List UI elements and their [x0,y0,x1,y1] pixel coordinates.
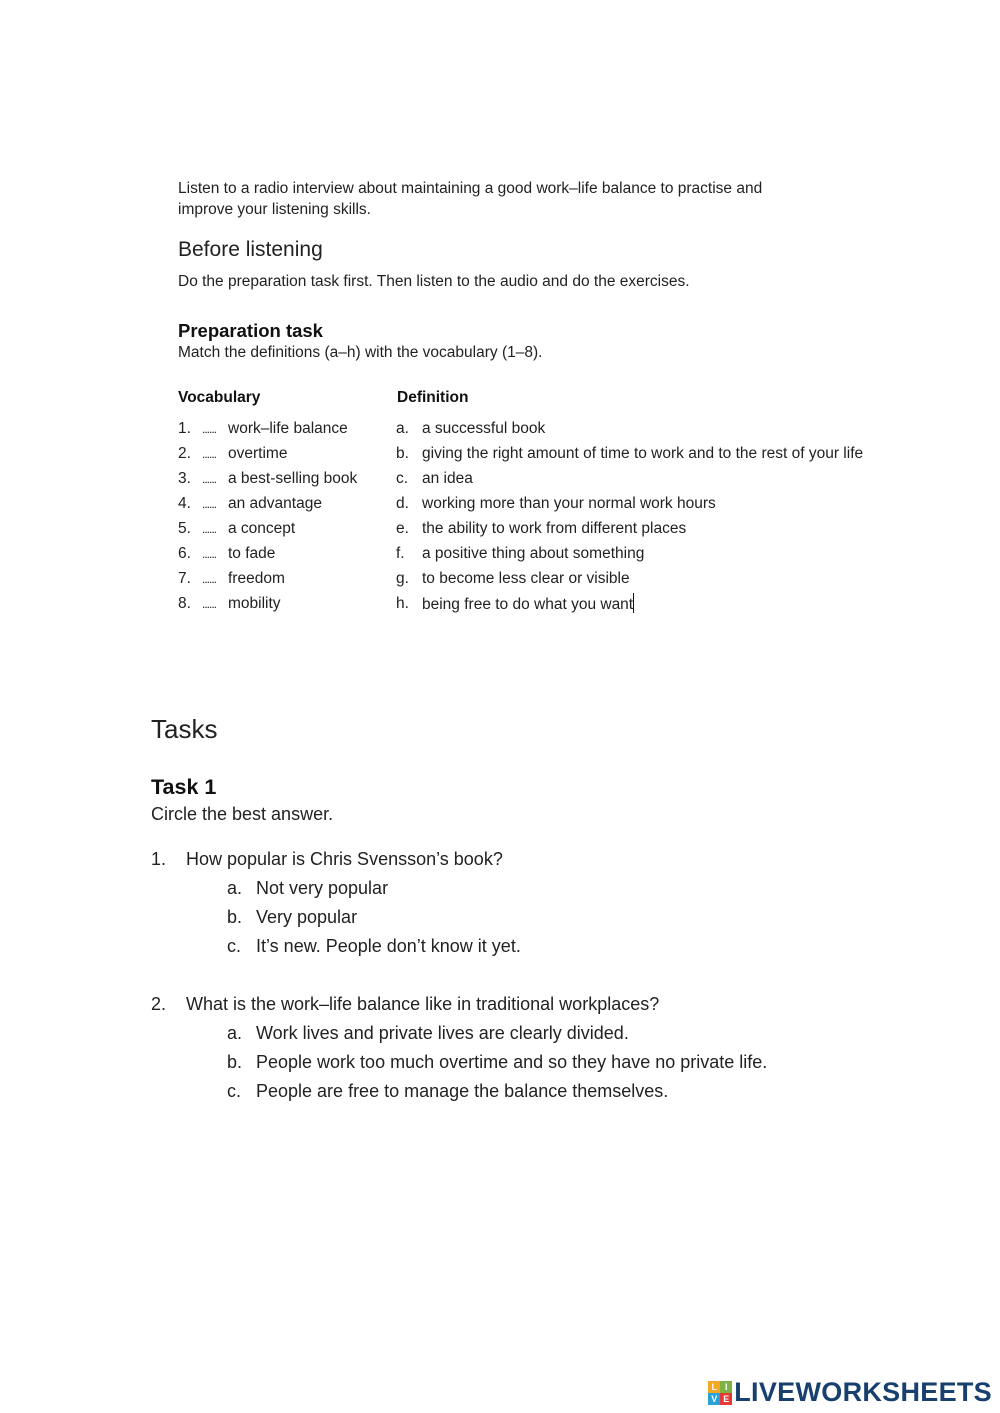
definition-item: d. working more than your normal work hours [396,495,716,512]
question-1 [151,847,521,963]
answer-blank[interactable]: ...... [202,572,217,586]
intro-text [178,178,878,220]
answer-blank[interactable]: ...... [202,472,217,486]
vocabulary-item: 2. ...... overtime [178,443,357,468]
logo-tile: I [720,1381,732,1393]
preparation-task-heading: Preparation task [178,320,323,341]
answer-option[interactable]: b. Very popular [227,907,358,927]
brand-wordmark: LIVEWORKSHEETS [734,1377,992,1407]
answer-option[interactable]: b. People work too much overtime and so they have no private life. [227,1052,768,1072]
answer-blank[interactable]: ...... [202,447,217,461]
before-listening-heading: Before listening [178,238,323,261]
vocabulary-item: 4. ...... an advantage [178,493,357,518]
tasks-heading: Tasks [151,714,218,744]
intro-line-2: improve your listening skills. [178,201,371,218]
answer-option[interactable]: c. People are free to manage the balance themselves. [227,1081,669,1101]
definition-item: h. being free to do what you want [396,595,634,613]
logo-tile: V [708,1393,720,1405]
liveworksheets-logo-icon [708,1381,732,1405]
task-1-heading: Task 1 [151,775,217,799]
vocabulary-item: 5. ...... a concept [178,518,357,543]
vocabulary-item: 6. ...... to fade [178,543,357,568]
definition-item: c. an idea [396,470,473,487]
vocabulary-item: 7. ...... freedom [178,568,357,593]
task-1-instruction: Circle the best answer. [151,804,334,824]
answer-blank[interactable]: ...... [202,497,217,511]
answer-blank[interactable]: ...... [202,547,217,561]
definition-item: g. to become less clear or visible [396,570,630,587]
question-text: 1. How popular is Chris Svensson’s book? [151,849,503,869]
answer-option[interactable]: a. Work lives and private lives are clearly divided. [227,1023,629,1043]
text-cursor [633,593,634,613]
vocabulary-item: 3. ...... a best-selling book [178,468,357,493]
vocabulary-list [178,418,357,618]
question-text: 2. What is the work–life balance like in traditional workplaces? [151,994,660,1014]
logo-tile: E [720,1393,732,1405]
vocabulary-item: 1. ...... work–life balance [178,418,357,443]
answer-blank[interactable]: ...... [202,597,217,611]
vocabulary-item: 8. ...... mobility [178,593,357,618]
definition-list [396,418,876,619]
answer-option[interactable]: a. Not very popular [227,878,389,898]
logo-tile: L [708,1381,720,1393]
question-2 [151,992,767,1108]
answer-option[interactable]: c. It’s new. People don’t know it yet. [227,936,521,956]
vocabulary-column-header: Vocabulary [178,389,261,406]
intro-line-1: Listen to a radio interview about maintaining a good work–life balance to practise and [178,180,763,197]
answer-blank[interactable]: ...... [202,522,217,536]
definition-column-header: Definition [397,389,469,406]
definition-item: a. a successful book [396,420,546,437]
liveworksheets-brand [708,1377,992,1408]
preparation-instruction: Match the definitions (a–h) with the vocabulary (1–8). [178,344,543,361]
definition-item: f. a positive thing about something [396,545,645,562]
answer-blank[interactable]: ...... [202,422,217,436]
definition-item: e. the ability to work from different places [396,520,687,537]
definition-item: b. giving the right amount of time to work and to the rest of your life [396,445,864,462]
before-listening-instruction: Do the preparation task first. Then listen to the audio and do the exercises. [178,273,690,290]
